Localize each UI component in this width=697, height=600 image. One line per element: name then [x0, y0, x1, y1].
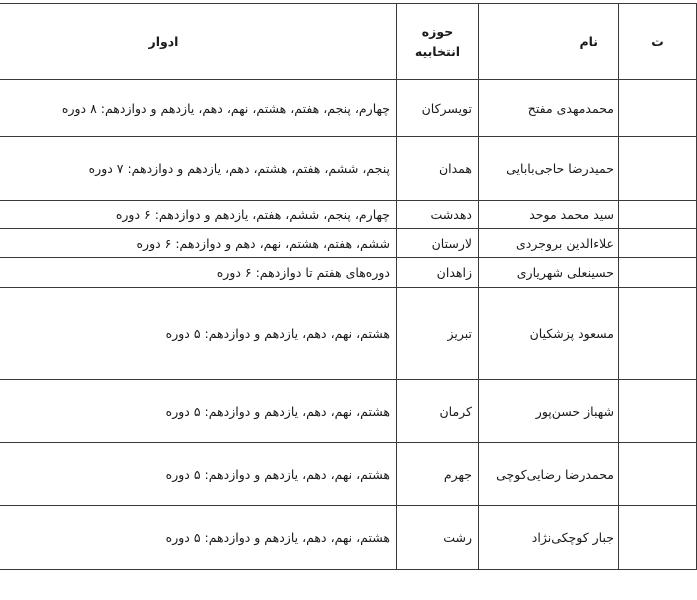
table-row: [0, 137, 697, 201]
zone-cell: رشت: [397, 506, 479, 570]
name-cell: جبار کوچکی‌نژاد: [479, 506, 619, 570]
index-cell: [619, 137, 697, 201]
zone-cell: زاهدان: [397, 258, 479, 288]
table-row: [0, 380, 697, 443]
header-index: ت: [619, 4, 697, 80]
table-row: [0, 506, 697, 570]
table-row: [0, 80, 697, 137]
index-cell: [619, 380, 697, 443]
table-row: [0, 229, 697, 258]
table-row: [0, 258, 697, 288]
name-cell: حسینعلی شهریاری: [479, 258, 619, 288]
index-cell: [619, 229, 697, 258]
index-cell: [619, 201, 697, 229]
terms-cell: دوره‌های هفتم تا دوازدهم: ۶ دوره: [0, 258, 397, 288]
header-name: نام: [479, 4, 619, 80]
terms-cell: هشتم، نهم، دهم، یازدهم و دوازدهم: ۵ دوره: [0, 380, 397, 443]
terms-cell: ششم، هفتم، هشتم، نهم، دهم و دوازدهم: ۶ دوره: [0, 229, 397, 258]
zone-cell: همدان: [397, 137, 479, 201]
zone-cell: تویسرکان: [397, 80, 479, 137]
zone-cell: دهدشت: [397, 201, 479, 229]
table-row: [0, 443, 697, 506]
table-row: [0, 201, 697, 229]
document-page: [0, 3, 696, 570]
name-cell: شهباز حسن‌پور: [479, 380, 619, 443]
name-cell: محمدمهدی مفتح: [479, 80, 619, 137]
name-cell: مسعود پزشکیان: [479, 288, 619, 380]
terms-cell: پنجم، ششم، هفتم، هشتم، دهم، یازدهم و دوازدهم: ۷ دوره: [0, 137, 397, 201]
name-cell: سید محمد موحد: [479, 201, 619, 229]
representatives-table: [0, 3, 697, 570]
zone-cell: کرمان: [397, 380, 479, 443]
name-cell: محمدرضا رضایی‌کوچی: [479, 443, 619, 506]
header-zone: حوزه انتخابیه: [397, 4, 479, 80]
index-cell: [619, 288, 697, 380]
index-cell: [619, 258, 697, 288]
index-cell: [619, 80, 697, 137]
terms-cell: چهارم، پنجم، هفتم، هشتم، نهم، دهم، یازدهم و دوازدهم: ۸ دوره: [0, 80, 397, 137]
header-terms: ادوار: [0, 4, 397, 80]
zone-cell: جهرم: [397, 443, 479, 506]
terms-cell: چهارم، پنجم، ششم، هفتم، یازدهم و دوازدهم: ۶ دوره: [0, 201, 397, 229]
name-cell: علاءالدین بروجردی: [479, 229, 619, 258]
name-cell: حمیدرضا حاجی‌بابایی: [479, 137, 619, 201]
zone-cell: تبریز: [397, 288, 479, 380]
index-cell: [619, 443, 697, 506]
terms-cell: هشتم، نهم، دهم، یازدهم و دوازدهم: ۵ دوره: [0, 443, 397, 506]
index-cell: [619, 506, 697, 570]
table-header-row: [0, 4, 697, 80]
table-row: [0, 288, 697, 380]
terms-cell: هشتم، نهم، دهم، یازدهم و دوازدهم: ۵ دوره: [0, 506, 397, 570]
terms-cell: هشتم، نهم، دهم، یازدهم و دوازدهم: ۵ دوره: [0, 288, 397, 380]
zone-cell: لارستان: [397, 229, 479, 258]
